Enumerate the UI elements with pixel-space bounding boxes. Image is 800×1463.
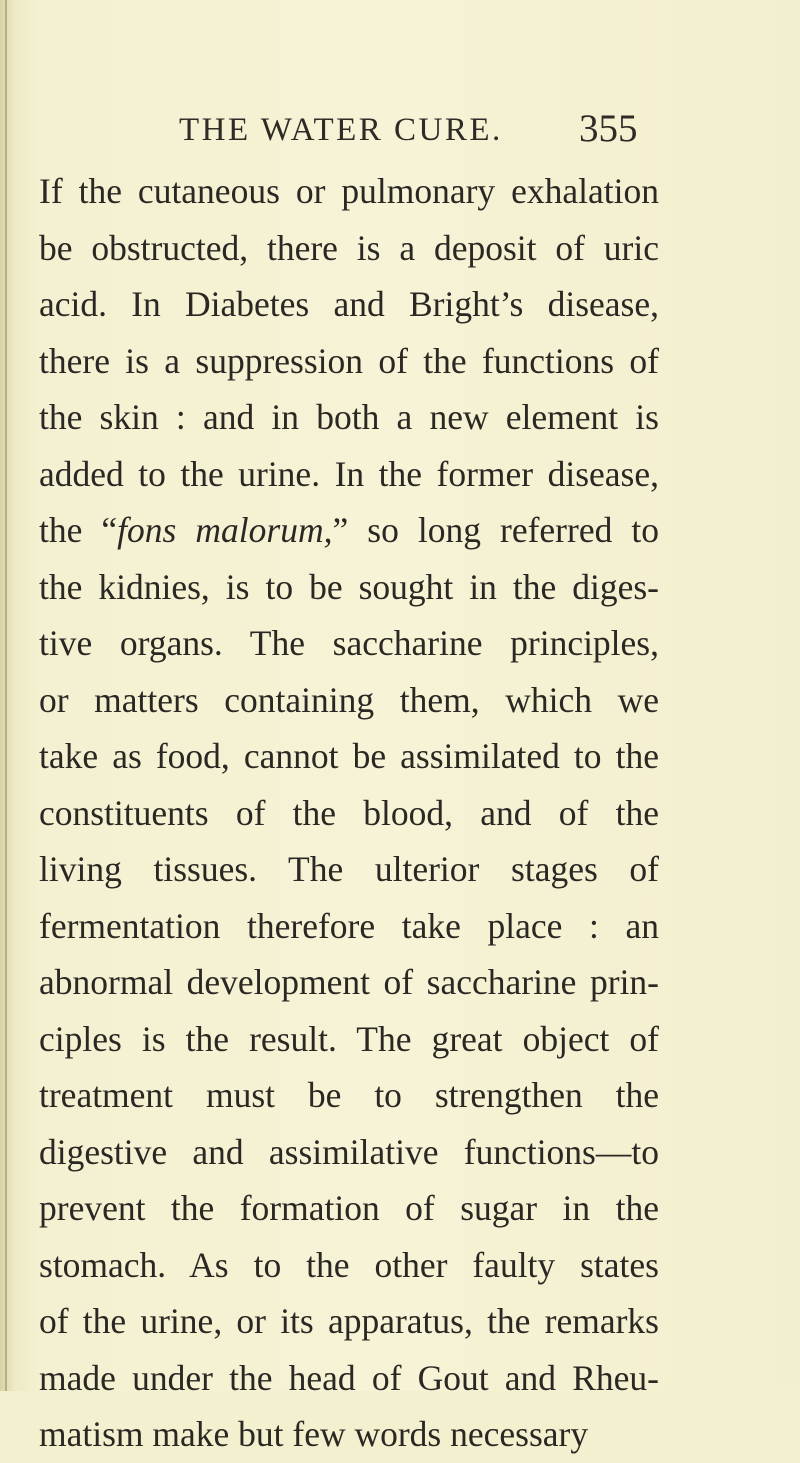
text-line-22: made under the head of Gout and Rheu- <box>39 1357 659 1398</box>
text-line-6: added to the urine. In the former disease, <box>39 453 659 494</box>
text-line-9: tive organs. The saccharine principles, <box>39 623 659 663</box>
text-line-17: treatment must be to strengthen the <box>39 1075 659 1115</box>
text-line-21: of the urine, or its apparatus, the remarks <box>39 1301 659 1341</box>
page-gutter-edge <box>5 0 7 1391</box>
text-line-14: fermentation therefore take place : an <box>39 905 659 946</box>
text-line-12: constituents of the blood, and of the <box>39 792 659 833</box>
text-line-3: acid. In Diabetes and Bright’s disease, <box>39 284 659 324</box>
text-line-2: be obstructed, there is a deposit of uric <box>39 227 659 268</box>
text-line-18: digestive and assimilative functions—to <box>39 1131 659 1172</box>
text-line-11: take as food, cannot be assimilated to the <box>39 736 659 776</box>
text-line-1: If the cutaneous or pulmonary exhalation <box>39 171 659 211</box>
page-gutter-shadow <box>0 0 14 1391</box>
running-head <box>0 107 800 160</box>
text-line-8: the kidnies, is to be sought in the diges- <box>39 566 659 607</box>
text-line-7-start: the “ <box>39 510 118 550</box>
text-line-20: stomach. As to the other faulty states <box>39 1244 659 1285</box>
text-line-16: ciples is the result. The great object of <box>39 1018 659 1059</box>
text-line-19: prevent the formation of sugar in the <box>39 1188 659 1228</box>
page-number: 355 <box>579 107 638 150</box>
text-line-15: abnormal development of saccharine prin- <box>39 962 659 1002</box>
text-line-4: there is a suppression of the functions of <box>39 340 659 381</box>
text-line-7-end: ” so long referred to <box>332 510 659 550</box>
running-title: THE WATER CURE. <box>179 112 503 148</box>
text-line-10: or matters containing them, which we <box>39 679 659 720</box>
italic-phrase: fons malorum, <box>117 510 333 550</box>
body-paragraph <box>39 163 659 1463</box>
text-line-13: living tissues. The ulterior stages of <box>39 849 659 889</box>
text-line-7 <box>39 502 659 559</box>
text-line-23: matism make but few words necessary <box>39 1414 589 1454</box>
text-line-5: the skin : and in both a new element is <box>39 397 659 437</box>
